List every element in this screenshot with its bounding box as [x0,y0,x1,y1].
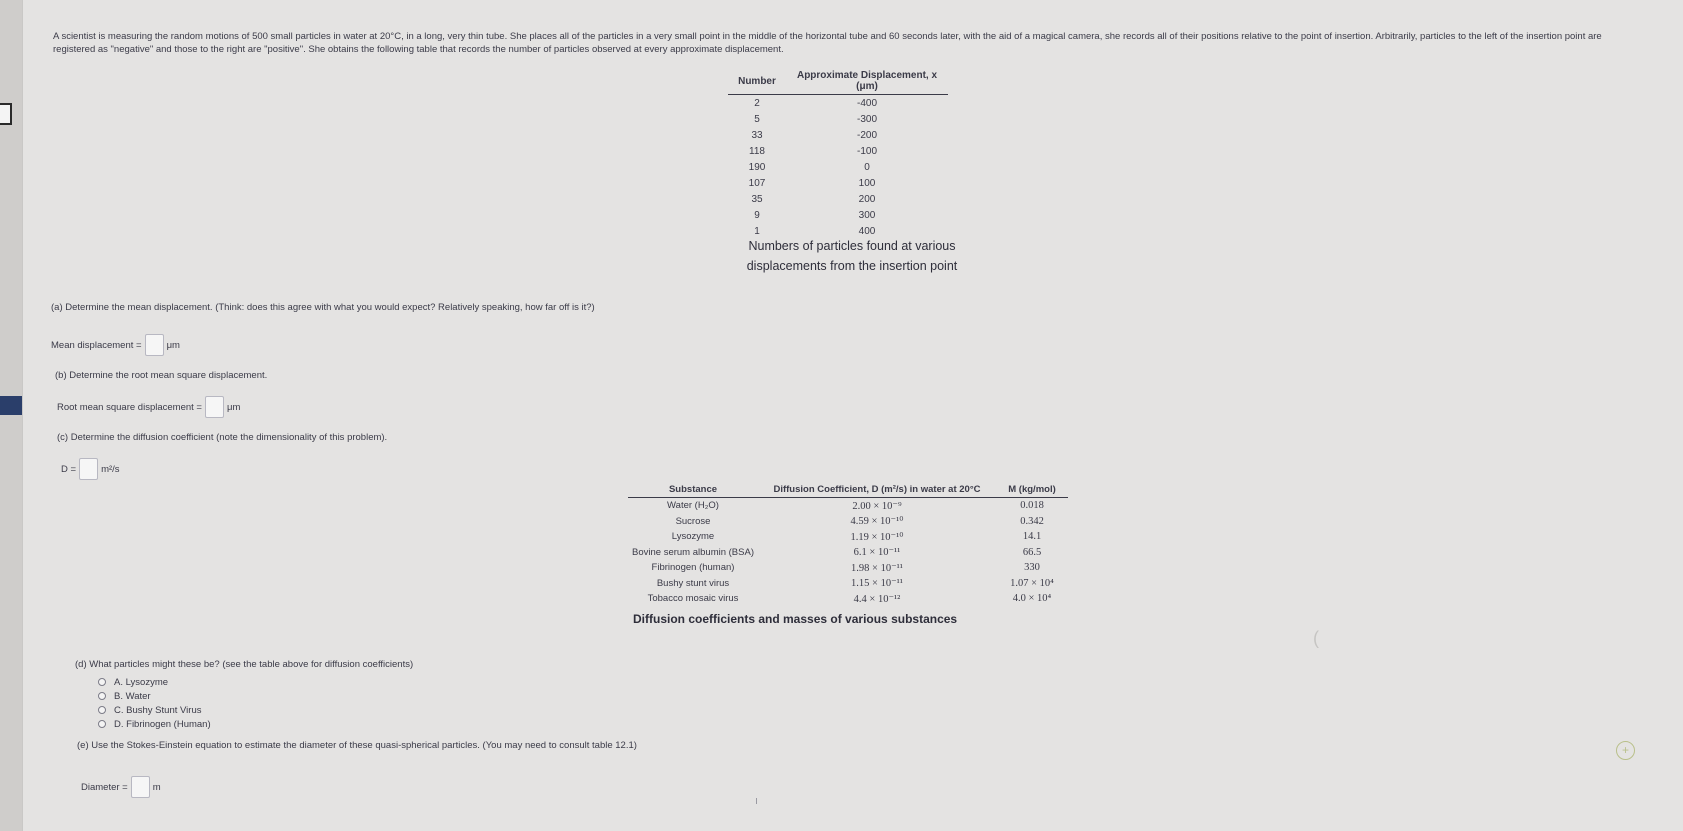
table-row [628,576,1068,592]
cell-displacement: 400 [858,225,876,237]
cell-displacement: 100 [858,177,876,189]
answer-c-unit: m²/s [101,463,120,475]
cell-displacement: -400 [856,97,877,109]
radio-button-icon[interactable] [98,692,106,700]
diffusion-coefficient-input[interactable] [79,458,98,480]
cell-substance: Bushy stunt virus [656,577,730,589]
question-d: (d) What particles might these be? (see the table above for diffusion coefficients) [75,659,414,670]
option-bushy-stunt-virus[interactable] [98,703,211,717]
table-row [728,207,948,223]
table-row [628,545,1068,561]
cell-substance: Bovine serum albumin (BSA) [632,546,754,558]
cell-mass: 330 [1024,562,1040,574]
cell-number: 2 [754,97,760,109]
option-label: C. Bushy Stunt Virus [114,704,202,716]
cell-displacement: -300 [856,113,877,125]
answer-e-row [81,776,161,798]
header-diffusion-coefficient: Diffusion Coefficient, D (m²/s) in water at 20°C [758,482,996,498]
cell-displacement: -100 [856,145,877,157]
cell-displacement: 200 [858,193,876,205]
answer-a-row [51,334,180,356]
table-row [728,159,948,175]
header-mass: M (kg/mol) [996,482,1068,498]
cell-substance: Lysozyme [671,531,715,543]
option-label: A. Lysozyme [114,676,169,688]
table-row [628,498,1068,514]
cell-mass: 4.0 × 10⁴ [1012,593,1052,605]
cell-substance: Fibrinogen (human) [651,562,735,574]
answer-b-unit: μm [226,401,241,413]
radio-button-icon[interactable] [98,706,106,714]
mean-displacement-input[interactable] [145,334,164,356]
cell-diffusion: 1.15 × 10⁻¹¹ [851,578,903,590]
table2-caption: Diffusion coefficients and masses of various substances [633,612,958,626]
answer-b-label: Root mean square displacement = [57,401,202,413]
radio-button-icon[interactable] [98,678,106,686]
cell-diffusion: 1.98 × 10⁻¹¹ [851,562,903,574]
cell-diffusion: 1.19 × 10⁻¹⁰ [850,531,904,543]
table-row [628,560,1068,576]
cell-diffusion: 4.4 × 10⁻¹² [853,593,901,605]
option-lysozyme[interactable] [98,675,211,689]
cell-displacement: 300 [858,209,876,221]
cell-number: 9 [754,209,760,221]
answer-a-label: Mean displacement = [51,339,142,351]
question-b: (b) Determine the root mean square displacement. [55,370,268,381]
cell-mass: 0.342 [1020,515,1044,527]
answer-e-label: Diameter = [81,781,128,793]
option-fibrinogen[interactable] [98,717,211,731]
cell-substance: Tobacco mosaic virus [647,593,739,605]
header-displacement: Approximate Displacement, x (μm) [786,68,948,95]
cell-substance: Sucrose [675,515,711,527]
cell-displacement: 0 [864,161,870,173]
table-row [628,591,1068,607]
answer-e-unit: m [152,781,161,793]
tick-mark [756,798,757,804]
cell-number: 5 [754,113,760,125]
answer-c-label: D = [61,463,77,475]
problem-page [22,0,1683,831]
diameter-input[interactable] [131,776,150,798]
table1-caption: Numbers of particles found at various displacements from the insertion point [746,239,958,273]
question-e: (e) Use the Stokes-Einstein equation to estimate the diameter of these quasi-spherical particles. (You may need to consult table 12.1) [77,740,637,751]
header-substance: Substance [628,482,758,498]
cell-displacement: -200 [856,129,877,141]
answer-b-row [57,396,240,418]
question-a: (a) Determine the mean displacement. (Think: does this agree with what you would expect? Relatively speaking, how far off is it?) [51,302,595,313]
cell-mass: 14.1 [1022,531,1042,543]
stray-mark: ( [1313,628,1319,648]
cell-number: 33 [751,129,763,141]
cell-mass: 0.018 [1020,500,1044,512]
option-label: B. Water [114,690,151,702]
question-c: (c) Determine the diffusion coefficient (note the dimensionality of this problem). [57,432,388,443]
table-row [728,191,948,207]
radio-button-icon[interactable] [98,720,106,728]
plus-circle-icon[interactable]: + [1616,741,1635,760]
cell-diffusion: 6.1 × 10⁻¹¹ [853,547,901,559]
table-row [728,143,948,159]
table-row [628,529,1068,545]
particle-options [98,675,211,731]
cell-number: 35 [751,193,763,205]
cell-mass: 1.07 × 10⁴ [1010,577,1054,589]
side-tab[interactable] [0,103,12,125]
cell-number: 107 [748,177,766,189]
table-row [728,111,948,127]
particle-displacement-table [728,68,948,239]
diffusion-coefficient-table [628,482,1068,607]
cell-number: 1 [754,225,760,237]
option-water[interactable] [98,689,211,703]
table-row [728,127,948,143]
header-number: Number [728,68,786,95]
table-row [628,514,1068,530]
cell-diffusion: 4.59 × 10⁻¹⁰ [850,516,904,528]
cell-substance: Water (H₂O) [667,500,719,512]
table-row [728,95,948,112]
cell-diffusion: 2.00 × 10⁻⁹ [852,500,902,512]
answer-a-unit: μm [166,339,180,351]
cell-number: 190 [748,161,766,173]
cell-number: 118 [749,145,765,157]
rms-displacement-input[interactable] [205,396,224,418]
answer-c-row [61,458,120,480]
cell-mass: 66.5 [1022,546,1042,558]
table-row [728,175,948,191]
problem-intro: A scientist is measuring the random motions of 500 small particles in water at 20°C, in a long, very thin tube. She places all of the particles in a very small point in the middle of the horizontal tube and 60 seconds later, with the aid of a magical camera, she records all of their positions relative to the point of insertion. Arbitrarily, particles to the left of the insertion point are registered as "negative" and those to the right are "positive". She obtains the following table that records the number of particles observed at every approximate displacement. [53,31,1602,55]
option-label: D. Fibrinogen (Human) [114,718,211,730]
